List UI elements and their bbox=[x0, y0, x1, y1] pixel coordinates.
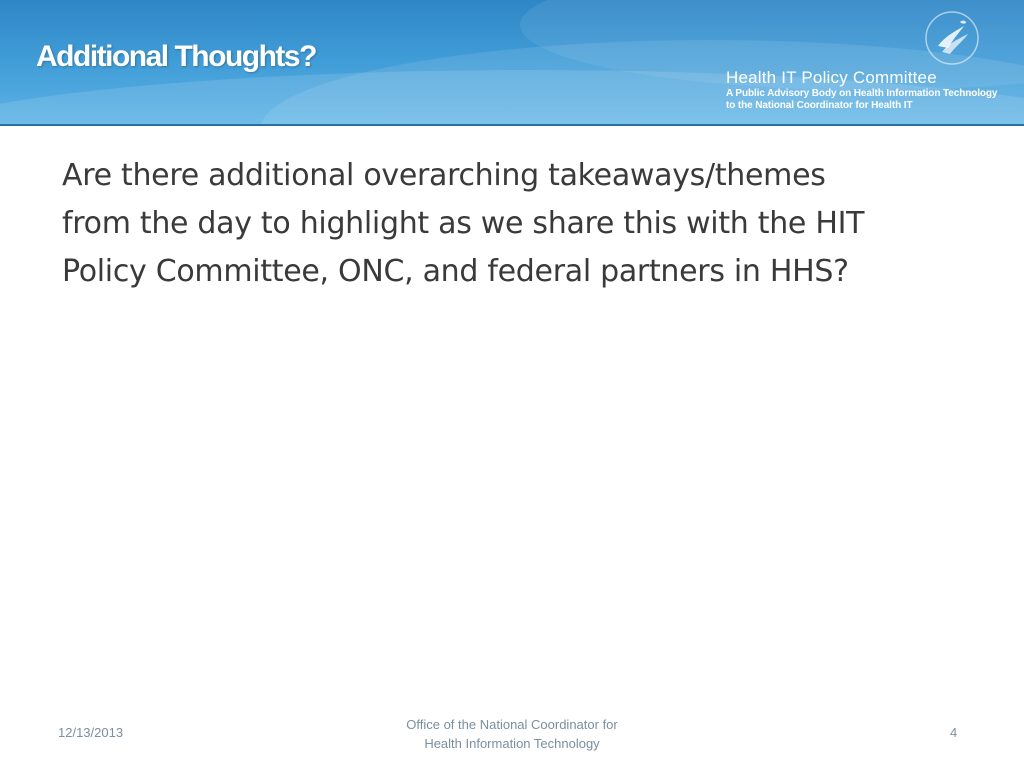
slide-title: Additional Thoughts? bbox=[36, 40, 316, 73]
slide-header bbox=[0, 0, 1024, 126]
page-number: 4 bbox=[950, 725, 958, 740]
footer-org-line: Health Information Technology bbox=[424, 736, 600, 751]
body-line: Are there additional overarching takeaways/themes bbox=[62, 158, 826, 193]
hhs-eagle-icon bbox=[920, 8, 984, 68]
footer-org-line: Office of the National Coordinator for bbox=[406, 717, 618, 732]
hit-policy-committee-logo bbox=[726, 68, 997, 112]
body-line: from the day to highlight as we share this with the HIT bbox=[62, 206, 865, 241]
header-divider bbox=[0, 124, 1024, 126]
slide-body bbox=[62, 152, 962, 296]
footer-organization bbox=[312, 715, 712, 753]
logo-subtitle: A Public Advisory Body on Health Information Technology bbox=[726, 88, 998, 99]
footer-date: 12/13/2013 bbox=[58, 725, 124, 740]
logo-subtitle: to the National Coordinator for Health IT bbox=[726, 100, 913, 111]
body-line: Policy Committee, ONC, and federal partners in HHS? bbox=[62, 254, 849, 289]
logo-title: Health IT Policy Committee bbox=[726, 68, 937, 87]
